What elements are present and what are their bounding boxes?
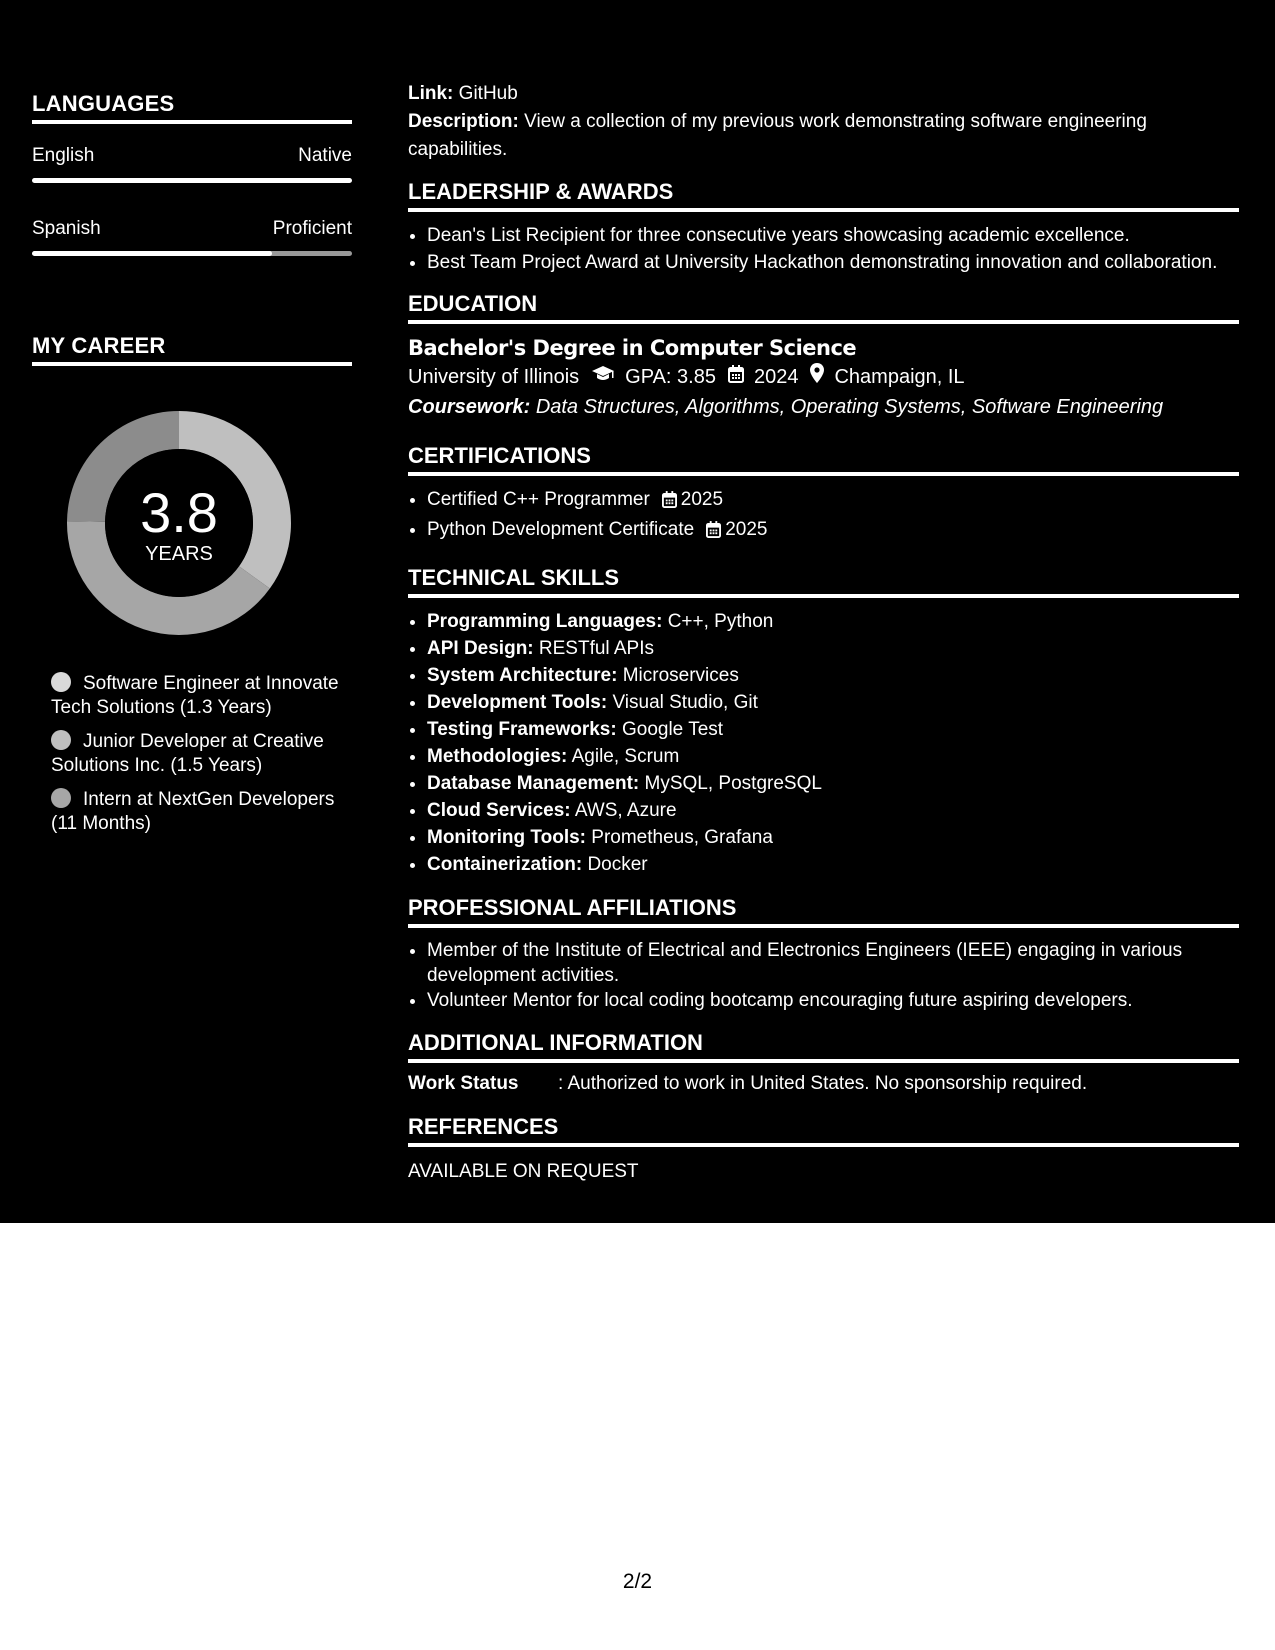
career-dot-icon xyxy=(51,730,71,750)
calendar-icon xyxy=(662,489,677,516)
leadership-heading: LEADERSHIP & AWARDS xyxy=(408,178,1239,212)
skill-value: Docker xyxy=(587,854,648,875)
coursework-label: Coursework: xyxy=(408,396,531,418)
skills-section xyxy=(408,564,1239,878)
work-status-row xyxy=(408,1071,1239,1097)
skill-label: Testing Frameworks: xyxy=(427,719,617,740)
career-item-text: Intern at NextGen Developers (11 Months) xyxy=(51,789,335,834)
education-school: University of Illinois xyxy=(408,366,580,388)
language-level: Native xyxy=(298,145,352,166)
career-item-text: Software Engineer at Innovate Tech Solutions (1.3 Years) xyxy=(51,673,339,718)
skill-item xyxy=(427,743,1239,770)
language-proficiency-fill xyxy=(32,178,352,183)
affiliations-heading: PROFESSIONAL AFFILIATIONS xyxy=(408,894,1239,928)
certification-item xyxy=(427,516,1239,546)
career-total-unit: YEARS xyxy=(145,543,213,565)
skill-item xyxy=(427,824,1239,851)
language-name: Spanish xyxy=(32,218,101,239)
skill-value: RESTful APIs xyxy=(538,638,655,659)
additional-info-heading: ADDITIONAL INFORMATION xyxy=(408,1029,1239,1063)
skill-value: Google Test xyxy=(621,719,724,740)
career-total-value: 3.8 xyxy=(140,481,218,544)
language-proficiency-fill xyxy=(32,251,272,256)
project-description-value: View a collection of my previous work demonstrating software engineering capabilities. xyxy=(408,111,1147,160)
skill-label: Programming Languages: xyxy=(427,611,663,632)
skill-item xyxy=(427,770,1239,797)
leadership-section xyxy=(408,178,1239,276)
education-gpa: GPA: 3.85 xyxy=(625,366,716,388)
certifications-heading: CERTIFICATIONS xyxy=(408,442,1239,476)
education-section xyxy=(408,290,1239,422)
calendar-icon xyxy=(728,362,744,392)
education-coursework xyxy=(408,392,1239,422)
career-item xyxy=(51,672,351,720)
skill-item xyxy=(427,797,1239,824)
skills-heading: TECHNICAL SKILLS xyxy=(408,564,1239,598)
project-link-value[interactable]: GitHub xyxy=(458,83,518,104)
career-heading: MY CAREER xyxy=(32,332,352,366)
additional-info-section xyxy=(408,1029,1239,1097)
skill-item xyxy=(427,608,1239,635)
skills-list xyxy=(408,608,1239,878)
skill-item xyxy=(427,689,1239,716)
language-item xyxy=(32,144,352,183)
career-item xyxy=(51,788,351,836)
career-item-text: Junior Developer at Creative Solutions Inc. (1.5 Years) xyxy=(51,731,324,776)
location-pin-icon xyxy=(810,362,824,392)
work-status-label: Work Status xyxy=(408,1073,519,1094)
skill-value: Prometheus, Grafana xyxy=(591,827,773,848)
skill-label: Cloud Services: xyxy=(427,800,571,821)
skill-label: API Design: xyxy=(427,638,534,659)
project-description-label: Description: xyxy=(408,111,519,132)
career-dot-icon xyxy=(51,788,71,808)
career-donut-chart xyxy=(66,410,292,636)
skill-value: Visual Studio, Git xyxy=(612,692,758,713)
affiliation-item: • Volunteer Mentor for local coding bootcamp encouraging future aspiring developers. xyxy=(427,988,1239,1013)
project-link xyxy=(408,80,1239,108)
skill-item xyxy=(427,851,1239,878)
skill-value: C++, Python xyxy=(667,611,774,632)
references-section xyxy=(408,1113,1239,1185)
calendar-icon xyxy=(706,519,721,546)
languages-heading: LANGUAGES xyxy=(32,90,352,124)
affiliation-item: • Member of the Institute of Electrical and Electronics Engineers (IEEE) engaging in various development activities. xyxy=(427,938,1239,988)
leadership-item: • Dean's List Recipient for three consecutive years showcasing academic excellence. xyxy=(427,222,1239,249)
skill-label: Methodologies: xyxy=(427,746,568,767)
certification-name: Python Development Certificate xyxy=(427,519,695,540)
certification-year: 2025 xyxy=(680,489,724,510)
career-dot-icon xyxy=(51,672,71,692)
certifications-section xyxy=(408,442,1239,546)
language-proficiency-bar xyxy=(32,251,352,256)
main-content xyxy=(408,80,1239,1185)
certifications-list xyxy=(408,486,1239,546)
career-section xyxy=(32,332,352,836)
education-location: Champaign, IL xyxy=(834,366,965,388)
certification-name: Certified C++ Programmer xyxy=(427,489,650,510)
career-item xyxy=(51,730,351,778)
leadership-list xyxy=(408,222,1239,276)
skill-value: Agile, Scrum xyxy=(571,746,680,767)
skill-label: Containerization: xyxy=(427,854,583,875)
sidebar xyxy=(32,90,352,846)
language-level: Proficient xyxy=(272,218,352,239)
education-heading: EDUCATION xyxy=(408,290,1239,324)
education-meta xyxy=(408,362,1239,392)
career-list xyxy=(51,672,351,836)
skill-value: MySQL, PostgreSQL xyxy=(644,773,822,794)
skill-item xyxy=(427,716,1239,743)
references-heading: REFERENCES xyxy=(408,1113,1239,1147)
page-number: 2/2 xyxy=(622,1570,653,1593)
skill-value: AWS, Azure xyxy=(574,800,677,821)
references-text: AVAILABLE ON REQUEST xyxy=(408,1161,639,1182)
skill-label: System Architecture: xyxy=(427,665,618,686)
language-item xyxy=(32,217,352,256)
skill-label: Development Tools: xyxy=(427,692,608,713)
language-proficiency-bar xyxy=(32,178,352,183)
project-description xyxy=(408,108,1239,164)
project-link-label: Link: xyxy=(408,83,454,104)
affiliations-section xyxy=(408,894,1239,1013)
skill-item xyxy=(427,635,1239,662)
graduation-cap-icon xyxy=(591,362,615,392)
coursework-value: Data Structures, Algorithms, Operating Systems, Software Engineering xyxy=(535,396,1164,418)
leadership-item: • Best Team Project Award at University Hackathon demonstrating innovation and collaboration. xyxy=(427,249,1239,276)
language-name: English xyxy=(32,145,95,166)
certification-item xyxy=(427,486,1239,516)
certification-year: 2025 xyxy=(725,519,768,540)
skill-item xyxy=(427,662,1239,689)
affiliations-list xyxy=(408,938,1239,1013)
skill-value: Microservices xyxy=(622,665,739,686)
education-degree: Bachelor's Degree in Computer Science xyxy=(408,336,857,360)
work-status-value: : Authorized to work in United States. No sponsorship required. xyxy=(558,1073,1088,1094)
education-year: 2024 xyxy=(753,366,799,388)
skill-label: Database Management: xyxy=(427,773,640,794)
skill-label: Monitoring Tools: xyxy=(427,827,586,848)
